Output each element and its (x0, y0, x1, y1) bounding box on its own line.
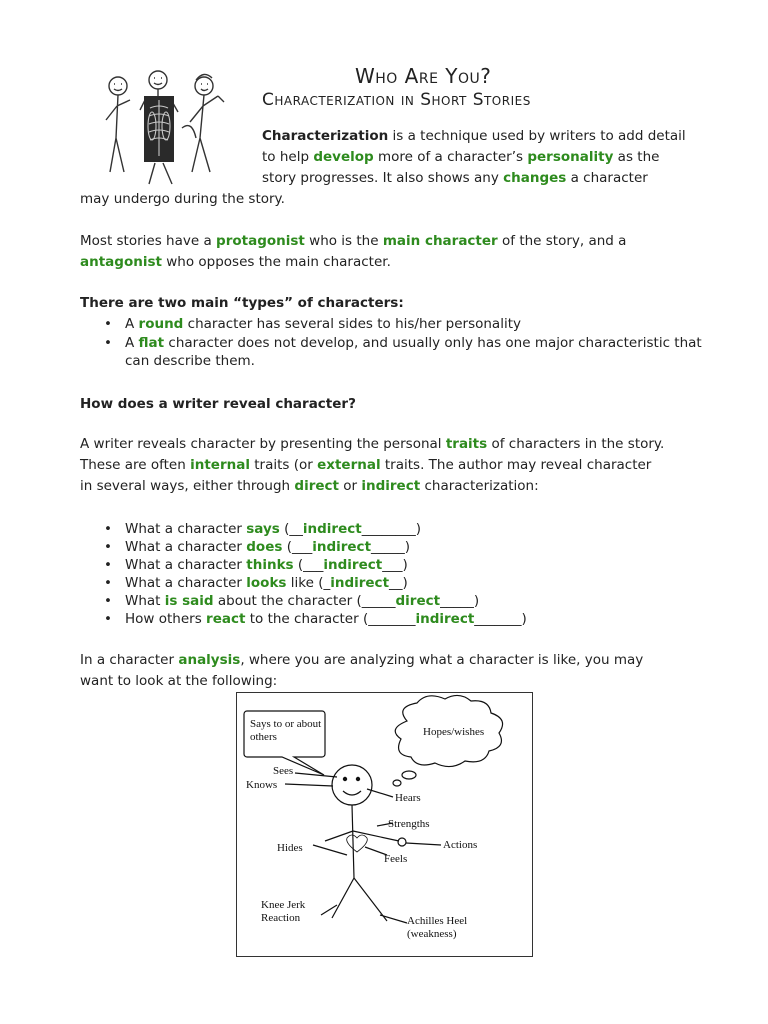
label-achilles: Achilles Heel (weakness) (407, 915, 468, 940)
list-item: • What a character says (__indirect________) (80, 520, 720, 538)
term-characterization: Characterization (262, 128, 389, 144)
list-item: • What is said about the character (_____direct_____) (80, 592, 720, 610)
reveal-heading: How does a writer reveal character? (80, 396, 356, 412)
list-item: • A round character has several sides to his/her personality (80, 315, 720, 333)
intro-paragraph-end: may undergo during the story. (80, 191, 285, 207)
term-round: round (138, 316, 184, 332)
methods-list (80, 520, 720, 628)
list-item: • What a character looks like (_indirect__) (80, 574, 720, 592)
term-develop: develop (313, 149, 374, 165)
term-internal: internal (190, 457, 250, 473)
term-personality: personality (527, 149, 614, 165)
intro-text: is a technique used by writers to add detail to help (262, 128, 686, 165)
reveal-paragraph: A writer reveals character by presenting the personal traits of characters in the story. These are often internal traits (or external traits. The author may reveal character in several ways, either through direct or indirect characterization: (80, 436, 665, 494)
analysis-paragraph: In a character analysis, where you are analyzing what a character is like, you may want to look at the following: (80, 652, 644, 689)
term-protagonist: protagonist (216, 233, 305, 249)
label-strengths: Strengths (388, 818, 430, 830)
term-changes: changes (503, 170, 567, 186)
list-item: • How others react to the character (_______indirect_______) (80, 610, 720, 628)
label-says: Says to or about others (250, 718, 322, 743)
label-hears: Hears (395, 792, 421, 804)
doctors-xray-illustration (100, 68, 240, 186)
intro-paragraph (262, 126, 692, 189)
label-feels: Feels (384, 853, 408, 865)
label-sees: Sees (273, 765, 294, 777)
list-item: • What a character does (___indirect_____) (80, 538, 720, 556)
term-traits: traits (445, 436, 488, 452)
intro-text: as the story progresses. It also shows any (262, 149, 660, 186)
character-analysis-diagram (236, 692, 533, 957)
label-knee-jerk: Knee Jerk Reaction (261, 899, 306, 924)
types-list (80, 315, 720, 370)
para-text: Most stories have a (80, 233, 217, 249)
protagonist-paragraph (80, 231, 700, 273)
page-subtitle: Characterization in Short Stories (262, 90, 531, 110)
stick-head (332, 765, 372, 805)
term-analysis: analysis (178, 652, 241, 668)
page-title: Who Are You? (355, 64, 492, 88)
term-direct: direct (294, 478, 339, 494)
list-item: • A flat character does not develop, and usually only has one major characteristic that can describe them. (80, 334, 720, 370)
term-indirect: indirect (361, 478, 421, 494)
term-main-character: main character (382, 233, 498, 249)
term-external: external (317, 457, 381, 473)
intro-text: more of a character’s (373, 149, 528, 165)
label-knows: Knows (246, 779, 278, 791)
label-hides: Hides (277, 842, 303, 854)
stick-body (352, 805, 354, 878)
intro-text: a character (566, 170, 648, 186)
term-antagonist: antagonist (80, 254, 162, 270)
para-text: who is the (304, 233, 383, 249)
term-flat: flat (138, 335, 165, 351)
label-actions: Actions (443, 839, 478, 851)
types-heading: There are two main “types” of characters: (80, 295, 404, 311)
para-text: who opposes the main character. (161, 254, 391, 270)
label-hopes: Hopes/wishes (423, 726, 485, 738)
list-item: • What a character thinks (___indirect___) (80, 556, 720, 574)
para-text: of the story, and a (497, 233, 627, 249)
